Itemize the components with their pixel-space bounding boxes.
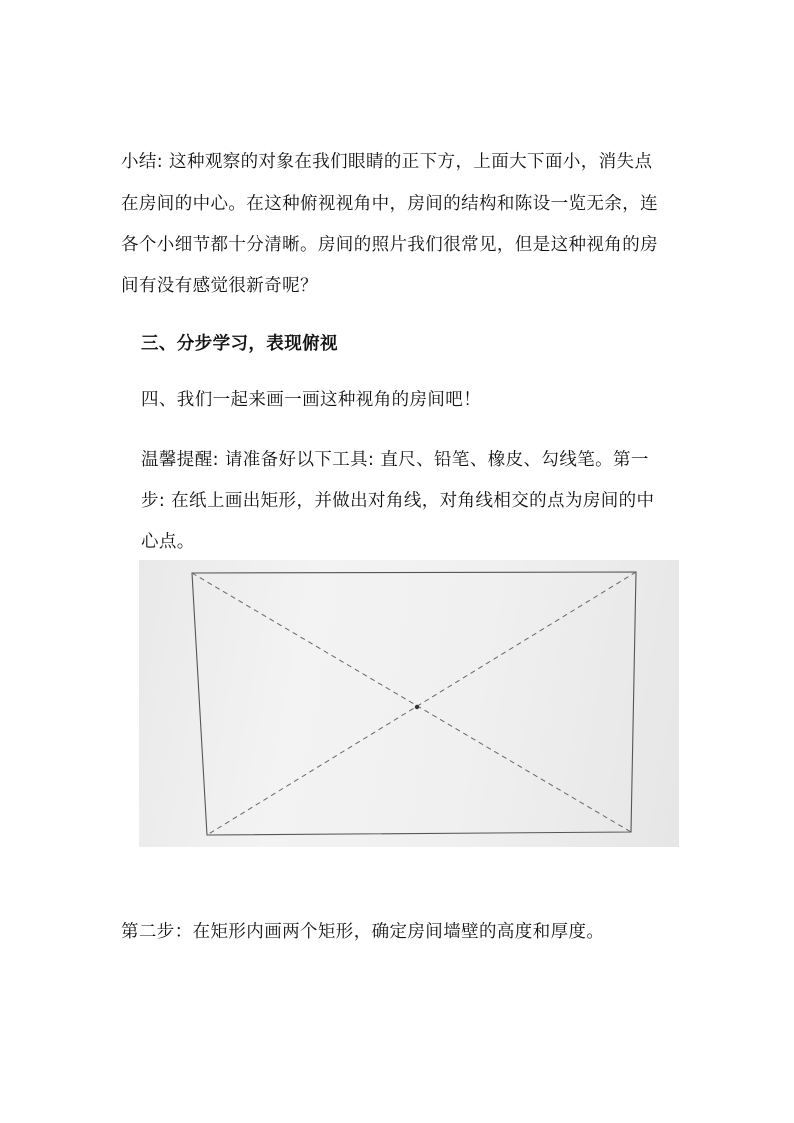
summary-line-1: 小结: 这种观察的对象在我们眼睛的正下方，上面大下面小，消失点 (121, 152, 653, 172)
summary-line-3: 各个小细节都十分清晰。房间的照片我们很常见，但是这种视角的房 (121, 235, 658, 255)
sketch-center-point (415, 705, 419, 709)
sketch-rectangle (192, 572, 636, 835)
sketch-diagonal-1 (192, 573, 631, 832)
rectangle-diagonals-sketch (139, 560, 679, 847)
reminder-line-2: 步: 在纸上画出矩形，并做出对角线，对角线相交的点为房间的中 (141, 491, 655, 511)
reminder-line-3: 心点。 (141, 532, 195, 552)
summary-line-4: 间有没有感觉很新奇呢？ (121, 276, 318, 296)
sketch-diagonal-2 (207, 572, 636, 835)
reminder-line-1: 温馨提醒: 请准备好以下工具: 直尺、铅笔、橡皮、勾线笔。第一 (141, 450, 649, 470)
step2-text: 第二步：在矩形内画两个矩形，确定房间墙壁的高度和厚度。 (121, 922, 605, 942)
summary-line-2: 在房间的中心。在这种俯视视角中，房间的结构和陈设一览无余，连 (121, 194, 658, 214)
section-3-heading: 三、分步学习，表现俯视 (141, 334, 338, 354)
step1-sketch-photo (139, 560, 679, 847)
section-4-heading: 四、我们一起来画一画这种视角的房间吧！ (141, 390, 482, 410)
